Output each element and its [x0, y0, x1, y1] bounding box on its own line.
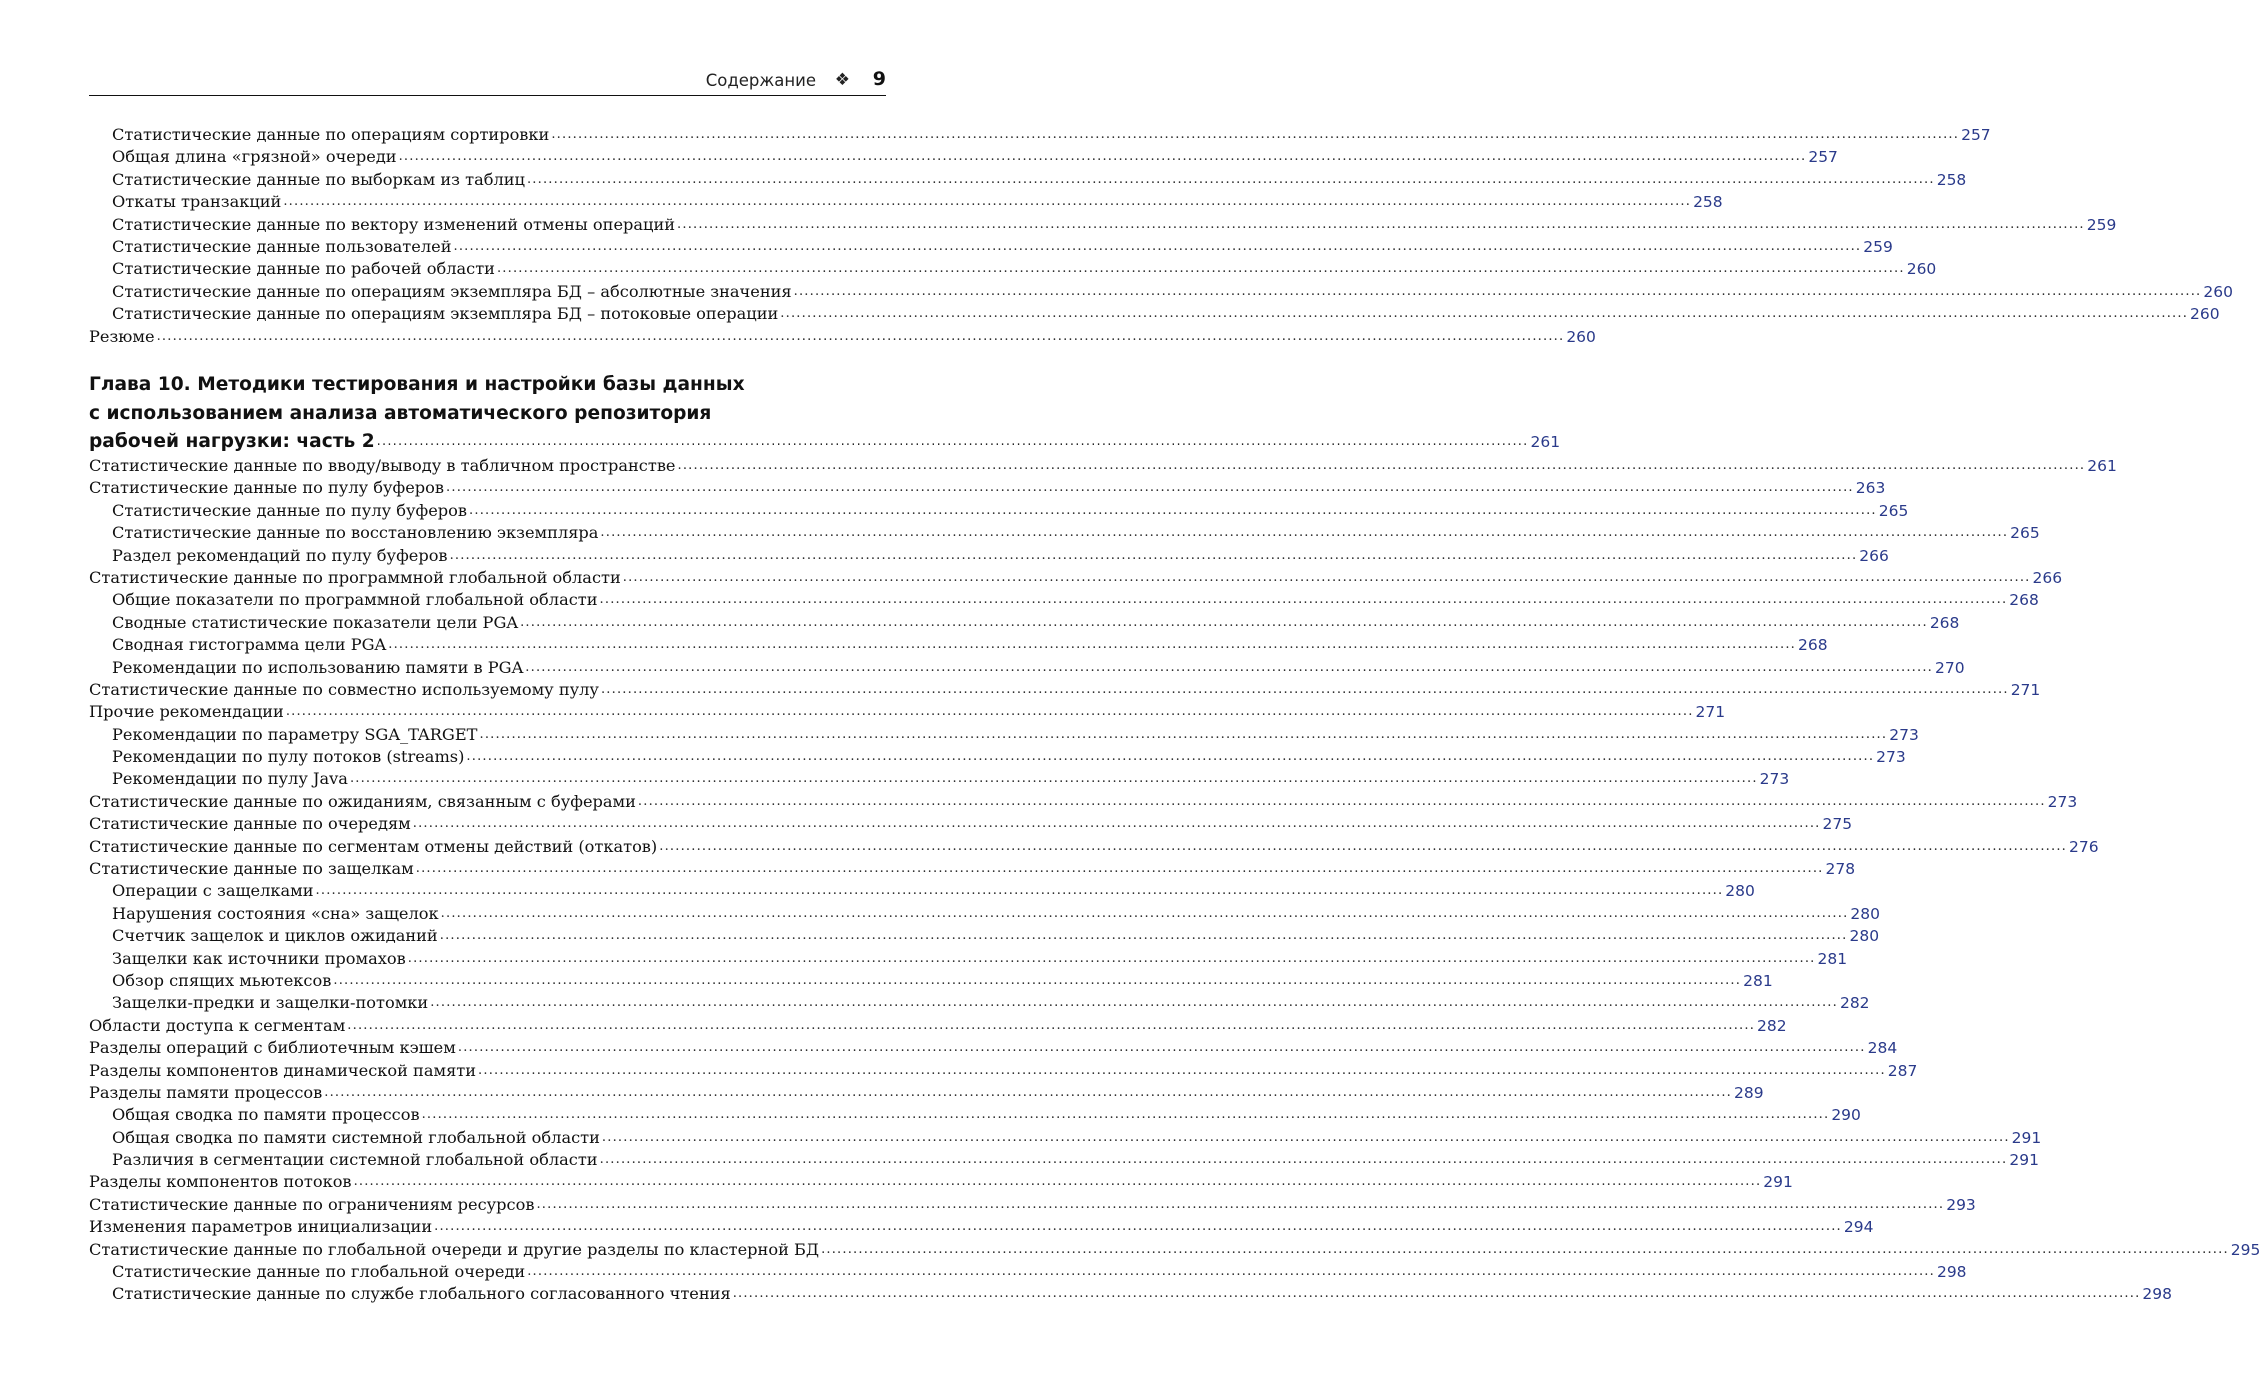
chapter-title-line-3	[89, 428, 1561, 457]
toc-entry[interactable]	[89, 500, 1909, 522]
toc-entry-page: 263	[1855, 479, 1886, 498]
toc-entry-page: 289	[1733, 1083, 1764, 1102]
toc-entry-label: Статистические данные по сегментам отмены действий (откатов)	[89, 836, 658, 856]
toc-entry-page: 259	[1863, 237, 1893, 256]
toc-entry[interactable]	[89, 236, 1893, 258]
toc-entry-page: 266	[1859, 546, 1889, 565]
dot-leader	[430, 992, 1838, 1014]
toc-entry-page: 294	[1843, 1218, 1874, 1237]
dot-leader	[454, 236, 1862, 258]
toc-entry[interactable]	[89, 455, 2117, 477]
toc-entry[interactable]	[89, 1283, 2173, 1305]
dot-leader	[551, 124, 1959, 146]
toc-entry-page: 291	[1763, 1173, 1793, 1192]
toc-entry[interactable]	[89, 1239, 2260, 1261]
dot-leader	[399, 146, 1807, 168]
dot-leader	[527, 1261, 1935, 1283]
toc-entry-label: Различия в сегментации системной глобальной области	[112, 1150, 598, 1170]
toc-entry-page: 290	[1831, 1106, 1861, 1125]
toc-entry[interactable]	[89, 124, 1991, 146]
toc-entry[interactable]	[89, 679, 2041, 701]
running-header	[89, 68, 886, 96]
toc-entry[interactable]	[89, 1127, 2042, 1149]
header-title: Содержание	[705, 71, 816, 90]
toc-entry[interactable]	[89, 724, 1919, 746]
dot-leader	[416, 858, 1824, 880]
page-number: 9	[872, 68, 886, 90]
toc-entry-label: Статистические данные по службе глобального согласованного чтения	[112, 1284, 731, 1304]
toc-entry-page: 284	[1867, 1039, 1898, 1058]
toc-entry-label: Области доступа к сегментам	[89, 1015, 346, 1035]
toc-entry[interactable]	[89, 1037, 1898, 1059]
toc-entry-label: Общая сводка по памяти системной глобальной области	[112, 1127, 600, 1147]
toc-entry-page: 273	[2047, 792, 2078, 811]
toc-entry-label: Статистические данные по ограничениям ресурсов	[89, 1194, 535, 1214]
toc-entry-page: 295	[2230, 1240, 2260, 1259]
toc-entry[interactable]	[89, 1015, 1787, 1037]
dot-leader	[388, 634, 1796, 656]
toc-entry-page: 257	[1961, 125, 1991, 144]
dot-leader	[283, 191, 1691, 213]
toc-entry[interactable]	[89, 992, 1870, 1014]
dot-leader	[780, 303, 2188, 325]
toc-entry-label: Статистические данные по совместно используемому пулу	[89, 679, 599, 699]
toc-entry-label: Рекомендации по пулу Java	[112, 769, 348, 789]
toc-entry[interactable]	[89, 612, 1960, 634]
toc-entry-label: Разделы памяти процессов	[89, 1082, 323, 1102]
toc-entry-label: Статистические данные по восстановлению экземпляра	[112, 523, 599, 543]
toc-entry[interactable]	[89, 1082, 1764, 1104]
dot-leader	[525, 657, 1933, 679]
toc-entry[interactable]	[89, 146, 1838, 168]
dot-leader	[678, 455, 2086, 477]
dot-leader	[497, 258, 1905, 280]
ornament-icon: ❖	[834, 70, 850, 90]
toc-entry[interactable]	[89, 1172, 1793, 1194]
toc-entry-label: Статистические данные по очередям	[89, 814, 411, 834]
toc-entry-page: 257	[1808, 148, 1838, 167]
toc-entry-label: Операции с защелками	[112, 881, 314, 901]
toc-entry-page: 293	[1946, 1195, 1976, 1214]
toc-entry-page: 280	[1849, 927, 1880, 946]
toc-entry[interactable]	[89, 903, 1880, 925]
toc-entry-page: 275	[1822, 815, 1853, 834]
dot-leader	[422, 1104, 1830, 1126]
toc-entry-page: 282	[1839, 994, 1870, 1013]
dot-leader	[536, 1194, 1944, 1216]
dot-leader	[601, 679, 2009, 701]
toc-entry-label: Статистические данные по пулу буферов	[89, 478, 445, 498]
dot-leader	[446, 477, 1854, 499]
toc-entry-label: Статистические данные по рабочей области	[112, 259, 495, 279]
toc-entry-label: Защелки как источники промахов	[112, 948, 406, 968]
toc-entry[interactable]	[89, 258, 1937, 280]
dot-leader	[286, 701, 1694, 723]
dot-leader	[324, 1082, 1732, 1104]
dot-leader	[316, 880, 1724, 902]
toc-entry[interactable]	[89, 1194, 1976, 1216]
toc-entry-label: Статистические данные по глобальной очереди	[112, 1262, 526, 1282]
dot-leader	[478, 1060, 1886, 1082]
dot-leader	[520, 612, 1928, 634]
toc-entry-label: Изменения параметров инициализации	[89, 1217, 433, 1237]
toc-entry-page: 271	[1695, 703, 1726, 722]
toc-entry-label: Статистические данные по операциям экземпляра БД – абсолютные значения	[112, 281, 792, 301]
toc-entry-label: Статистические данные по пулу буферов	[112, 500, 468, 520]
toc-entry-page: 265	[1878, 501, 1909, 520]
dot-leader	[794, 281, 2202, 303]
dot-leader	[350, 768, 1758, 790]
toc-entry[interactable]	[89, 545, 1889, 567]
toc-entry[interactable]	[89, 634, 1828, 656]
toc-entry-page: 265	[2010, 524, 2040, 543]
toc-entry[interactable]	[89, 522, 2040, 544]
toc-entry-page: 291	[2009, 1151, 2039, 1170]
toc-entry-label: Разделы операций с библиотечным кэшем	[89, 1038, 456, 1058]
toc-entry-page: 281	[1743, 971, 1773, 990]
dot-leader	[347, 1015, 1755, 1037]
toc-entry-label: Рекомендации по пулу потоков (streams)	[112, 747, 465, 767]
chapter-title-line-1: Глава 10. Методики тестирования и настройки базы данных	[89, 374, 745, 395]
toc-entry-label: Прочие рекомендации	[89, 702, 284, 722]
dot-leader	[602, 1127, 2010, 1149]
toc-entry-page: 261	[2087, 456, 2117, 475]
toc-entry[interactable]	[89, 701, 1726, 723]
toc-entry[interactable]	[89, 1104, 1861, 1126]
toc-entry[interactable]	[89, 1060, 1918, 1082]
toc-entry[interactable]	[89, 657, 1965, 679]
toc-entry-page: 281	[1817, 949, 1848, 968]
dot-leader	[469, 500, 1877, 522]
toc-entry[interactable]	[89, 214, 2117, 236]
toc-entry[interactable]	[89, 836, 2099, 858]
dot-leader	[157, 326, 1565, 348]
toc-entry[interactable]	[89, 1261, 1967, 1283]
chapter-heading[interactable]	[89, 371, 1561, 457]
toc-entry[interactable]	[89, 477, 1886, 499]
toc-entry[interactable]	[89, 281, 2233, 303]
toc-entry[interactable]	[89, 589, 2039, 611]
dot-leader	[333, 970, 1741, 992]
toc-entry-page: 287	[1887, 1061, 1918, 1080]
toc-entry-page: 260	[2190, 305, 2220, 324]
toc-entry[interactable]	[89, 813, 1853, 835]
toc-entry-label: Резюме	[89, 326, 155, 346]
dot-leader	[677, 214, 2085, 236]
toc-entry-label: Разделы компонентов динамической памяти	[89, 1060, 477, 1080]
toc-entry-page: 291	[2011, 1128, 2042, 1147]
toc-section-main	[89, 455, 2260, 1306]
toc-entry-label: Счетчик защелок и циклов ожиданий	[112, 926, 438, 946]
toc-entry[interactable]	[89, 880, 1755, 902]
toc-entry-page: 270	[1935, 658, 1965, 677]
toc-entry-label: Общая сводка по памяти процессов	[112, 1105, 420, 1125]
toc-entry[interactable]	[89, 169, 1967, 191]
dot-leader	[413, 813, 1821, 835]
toc-entry-page: 298	[2142, 1285, 2173, 1304]
dot-leader	[408, 948, 1816, 970]
toc-entry[interactable]	[89, 768, 1790, 790]
toc-entry-label: Нарушения состояния «сна» защелок	[112, 903, 439, 923]
toc-entry-page: 259	[2086, 215, 2117, 234]
toc-entry-label: Статистические данные по защелкам	[89, 859, 414, 879]
toc-entry-page: 278	[1825, 860, 1856, 879]
chapter-title-line-3-text: рабочей нагрузки: часть 2	[89, 431, 375, 452]
toc-entry-label: Общие показатели по программной глобальной области	[112, 590, 598, 610]
toc-entry-label: Откаты транзакций	[112, 192, 282, 212]
dot-leader	[600, 522, 2008, 544]
toc-entry-page: 268	[1797, 636, 1828, 655]
toc-entry-label: Раздел рекомендаций по пулу буферов	[112, 545, 448, 565]
toc-entry-label: Обзор спящих мьютексов	[112, 970, 332, 990]
toc-entry-page: 258	[1936, 170, 1967, 189]
chapter-page-number: 261	[1530, 433, 1561, 451]
toc-entry-page: 266	[2032, 568, 2063, 587]
toc-entry-page: 260	[2203, 282, 2233, 301]
toc-entry[interactable]	[89, 567, 2063, 589]
toc-entry[interactable]	[89, 303, 2220, 325]
toc-entry-label: Защелки-предки и защелки-потомки	[112, 993, 429, 1013]
dot-leader	[733, 1283, 2141, 1305]
toc-entry-label: Сводная гистограмма цели PGA	[112, 635, 387, 655]
toc-entry-page: 298	[1936, 1263, 1967, 1282]
toc-entry-page: 260	[1566, 327, 1596, 346]
toc-entry-label: Рекомендации по использованию памяти в PGA	[112, 657, 524, 677]
toc-section-top	[89, 124, 2233, 348]
toc-entry-page: 258	[1693, 193, 1723, 212]
toc-entry-label: Статистические данные по операциям сортировки	[112, 124, 550, 144]
dot-leader	[821, 1239, 2229, 1261]
dot-leader	[600, 589, 2008, 611]
toc-entry-page: 268	[1929, 613, 1960, 632]
toc-entry-page: 268	[2009, 591, 2039, 610]
toc-entry[interactable]	[89, 858, 1856, 880]
chapter-title-line-2: с использованием анализа автоматического репозитория	[89, 402, 712, 424]
toc-entry[interactable]	[89, 1149, 2039, 1171]
dot-leader	[527, 169, 1935, 191]
toc-entry[interactable]	[89, 948, 1848, 970]
toc-entry-page: 273	[1759, 770, 1790, 789]
toc-entry-label: Статистические данные по программной глобальной области	[89, 567, 621, 587]
dot-leader	[638, 791, 2046, 813]
toc-entry-label: Статистические данные по глобальной очереди и другие разделы по кластерной БД	[89, 1239, 820, 1259]
toc-entry-page: 282	[1757, 1016, 1787, 1035]
toc-entry-page: 260	[1906, 260, 1937, 279]
toc-entry-label: Статистические данные по выборкам из таблиц	[112, 169, 525, 189]
dot-leader	[623, 567, 2031, 589]
dot-leader	[377, 428, 1529, 457]
dot-leader	[600, 1149, 2008, 1171]
dot-leader	[450, 545, 1858, 567]
dot-leader	[458, 1037, 1866, 1059]
toc-entry-label: Статистические данные по вектору изменений отмены операций	[112, 214, 676, 234]
toc-entry-label: Статистические данные по вводу/выводу в табличном пространстве	[89, 455, 676, 475]
toc-entry-page: 273	[1876, 748, 1906, 767]
toc-entry[interactable]	[89, 791, 2078, 813]
toc-entry-label: Рекомендации по параметру SGA_TARGET	[112, 724, 478, 744]
toc-entry-label: Общая длина «грязной» очереди	[112, 147, 397, 167]
dot-leader	[479, 724, 1887, 746]
dot-leader	[466, 746, 1874, 768]
toc-entry[interactable]	[89, 1216, 1874, 1238]
toc-entry-label: Разделы компонентов потоков	[89, 1172, 352, 1192]
toc-entry[interactable]	[89, 925, 1880, 947]
toc-entry-page: 273	[1889, 725, 1919, 744]
toc-entry-page: 280	[1725, 882, 1755, 901]
toc-entry-page: 271	[2010, 680, 2041, 699]
toc-entry-label: Статистические данные по ожиданиям, связанным с буферами	[89, 791, 636, 811]
toc-entry[interactable]	[89, 191, 1723, 213]
toc-entry[interactable]	[89, 326, 1596, 348]
dot-leader	[434, 1216, 1842, 1238]
toc-entry[interactable]	[89, 970, 1773, 992]
toc-entry-label: Сводные статистические показатели цели PGA	[112, 612, 519, 632]
toc-entry-label: Статистические данные пользователей	[112, 236, 452, 256]
dot-leader	[354, 1171, 1762, 1193]
toc-entry[interactable]	[89, 746, 1906, 768]
toc-entry-label: Статистические данные по операциям экземпляра БД – потоковые операции	[112, 304, 779, 324]
dot-leader	[440, 925, 1848, 947]
toc-entry-page: 280	[1850, 904, 1880, 923]
dot-leader	[659, 836, 2067, 858]
toc-entry-page: 276	[2068, 837, 2099, 856]
dot-leader	[441, 903, 1849, 925]
